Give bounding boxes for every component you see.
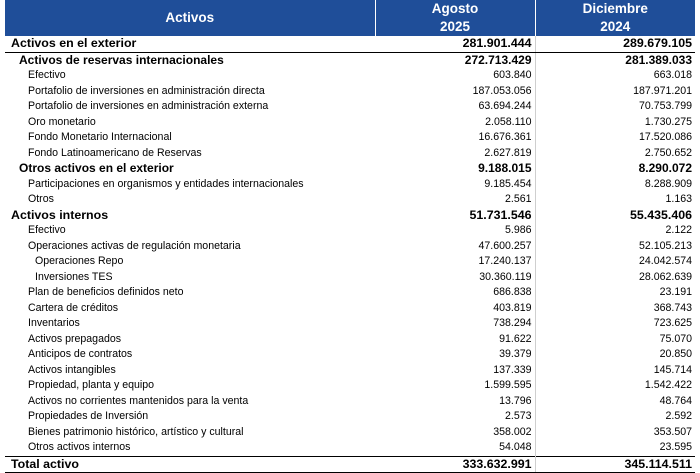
- row-value-agosto: 30.360.119: [375, 270, 535, 286]
- table-row: [5, 99, 695, 115]
- table-row: [5, 363, 695, 379]
- row-label: Activos de reservas internacionales: [19, 52, 224, 67]
- row-value-diciembre: 353.507: [653, 425, 692, 438]
- table-row: [5, 425, 695, 441]
- row-label: Otros: [28, 193, 54, 205]
- row-label: Inversiones TES: [35, 270, 113, 283]
- row-label: Efectivo: [28, 69, 66, 81]
- row-value-diciembre: 23.191: [659, 286, 692, 298]
- row-label: Activos en el exterior: [5, 36, 375, 52]
- row-value-agosto: 2.561: [375, 192, 535, 208]
- table-row: [5, 332, 695, 348]
- row-value-diciembre: 2.122: [665, 224, 692, 236]
- row-label: Activos no corrientes mantenidos para la venta: [28, 394, 249, 407]
- row-label: Total activo: [5, 456, 375, 473]
- row-label: Operaciones Repo: [35, 255, 124, 267]
- row-value-diciembre: 1.542.422: [644, 379, 692, 391]
- row-label: Cartera de créditos: [28, 301, 119, 314]
- row-value-diciembre: 2.592: [665, 410, 692, 422]
- header-activos: Activos: [5, 0, 375, 36]
- table-row: [5, 192, 695, 208]
- row-value-diciembre: 145.714: [653, 363, 692, 376]
- row-value-agosto: 39.379: [375, 347, 535, 363]
- row-label: Propiedades de Inversión: [28, 410, 149, 422]
- row-label: Plan de beneficios definidos neto: [28, 286, 184, 298]
- row-label: Anticipos de contratos: [28, 348, 133, 360]
- row-value-diciembre: 663.018: [653, 69, 692, 81]
- table-row: [5, 270, 695, 286]
- row-value-agosto: 272.713.429: [375, 52, 535, 68]
- row-value-agosto: 51.731.546: [375, 208, 535, 224]
- row-value-agosto: 17.240.137: [375, 254, 535, 270]
- row-value-diciembre: 70.753.799: [638, 100, 692, 112]
- row-value-agosto: 686.838: [375, 285, 535, 301]
- row-value-diciembre: 8.288.909: [644, 177, 692, 190]
- table-row: [5, 208, 695, 224]
- row-value-diciembre: 187.971.201: [633, 84, 692, 97]
- row-value-agosto: 738.294: [375, 316, 535, 332]
- row-value-agosto: 16.676.361: [375, 130, 535, 146]
- row-value-agosto: 358.002: [375, 425, 535, 441]
- row-label: Activos prepagados: [28, 332, 122, 345]
- table-row: [5, 130, 695, 146]
- row-label: Participaciones en organismos y entidades internacionales: [28, 177, 304, 190]
- row-label: Activos intangibles: [28, 363, 116, 376]
- table-row: [5, 84, 695, 100]
- header-diciembre-year: 2024: [535, 18, 695, 36]
- row-value-agosto: 47.600.257: [375, 239, 535, 255]
- row-value-diciembre: 20.850: [659, 348, 692, 360]
- row-value-agosto: 63.694.244: [375, 99, 535, 115]
- table-row: [5, 316, 695, 332]
- row-label: Bienes patrimonio histórico, artístico y cultural: [28, 425, 244, 438]
- header-agosto-month: Agosto: [375, 0, 535, 18]
- row-label: Efectivo: [28, 224, 66, 236]
- row-value-diciembre: 345.114.511: [535, 456, 695, 473]
- table-row: [5, 161, 695, 177]
- assets-table: [5, 0, 695, 473]
- table-row: [5, 223, 695, 239]
- row-value-diciembre: 23.595: [659, 441, 692, 453]
- row-value-agosto: 403.819: [375, 301, 535, 317]
- row-value-diciembre: 281.389.033: [625, 52, 692, 67]
- table-body: [5, 36, 695, 473]
- row-value-agosto: 2.573: [375, 409, 535, 425]
- table-row: [5, 285, 695, 301]
- row-value-agosto: 54.048: [375, 440, 535, 456]
- row-value-agosto: 5.986: [375, 223, 535, 239]
- row-value-agosto: 1.599.595: [375, 378, 535, 394]
- row-value-agosto: 137.339: [375, 363, 535, 379]
- row-value-diciembre: 75.070: [659, 332, 692, 345]
- row-value-diciembre: 17.520.086: [638, 131, 692, 143]
- table-row: [5, 347, 695, 363]
- table-row: [5, 177, 695, 193]
- row-value-diciembre: 1.730.275: [644, 115, 692, 128]
- table-row: [5, 239, 695, 255]
- row-value-agosto: 603.840: [375, 68, 535, 84]
- row-label: Fondo Latinoamericano de Reservas: [28, 146, 202, 159]
- row-label: Operaciones activas de regulación monetaria: [28, 239, 241, 252]
- table-row: [5, 254, 695, 270]
- row-value-agosto: 333.632.991: [375, 456, 535, 473]
- row-value-diciembre: 52.105.213: [638, 239, 692, 252]
- row-value-diciembre: 2.750.652: [644, 146, 692, 159]
- table-row: [5, 409, 695, 425]
- row-value-agosto: 2.058.110: [375, 115, 535, 131]
- row-value-diciembre: 55.435.406: [629, 207, 692, 222]
- row-value-agosto: 2.627.819: [375, 146, 535, 162]
- row-label: Fondo Monetario Internacional: [28, 131, 172, 143]
- table-row: [5, 378, 695, 394]
- row-value-diciembre: 8.290.072: [638, 161, 692, 175]
- table-row: [5, 301, 695, 317]
- row-value-agosto: 13.796: [375, 394, 535, 410]
- row-value-agosto: 9.188.015: [375, 161, 535, 177]
- row-label: Activos internos: [11, 207, 109, 222]
- row-value-diciembre: 48.764: [659, 394, 692, 407]
- table-row: [5, 146, 695, 162]
- table-row: [5, 115, 695, 131]
- table-row: [5, 394, 695, 410]
- row-value-diciembre: 1.163: [665, 193, 692, 205]
- table-row: [5, 440, 695, 456]
- row-value-diciembre: 28.062.639: [638, 270, 692, 283]
- table-row: [5, 36, 695, 52]
- row-label: Propiedad, planta y equipo: [28, 379, 155, 391]
- row-value-diciembre: 289.679.105: [535, 36, 695, 52]
- table-row: [5, 52, 695, 68]
- row-label: Otros activos en el exterior: [19, 161, 174, 175]
- table-header: [5, 0, 695, 36]
- header-agosto-year: 2025: [375, 18, 535, 36]
- row-label: Otros activos internos: [28, 441, 131, 453]
- total-row: [5, 456, 695, 473]
- row-value-agosto: 91.622: [375, 332, 535, 348]
- row-value-diciembre: 24.042.574: [638, 255, 692, 267]
- row-label: Portafolio de inversiones en administración externa: [28, 100, 269, 112]
- row-label: Oro monetario: [28, 115, 96, 128]
- row-value-agosto: 187.053.056: [375, 84, 535, 100]
- table-row: [5, 68, 695, 84]
- header-diciembre-month: Diciembre: [535, 0, 695, 18]
- row-label: Inventarios: [28, 317, 80, 329]
- row-value-agosto: 281.901.444: [375, 36, 535, 52]
- row-value-diciembre: 723.625: [653, 317, 692, 329]
- row-value-agosto: 9.185.454: [375, 177, 535, 193]
- row-value-diciembre: 368.743: [653, 301, 692, 314]
- row-label: Portafolio de inversiones en administración directa: [28, 84, 265, 97]
